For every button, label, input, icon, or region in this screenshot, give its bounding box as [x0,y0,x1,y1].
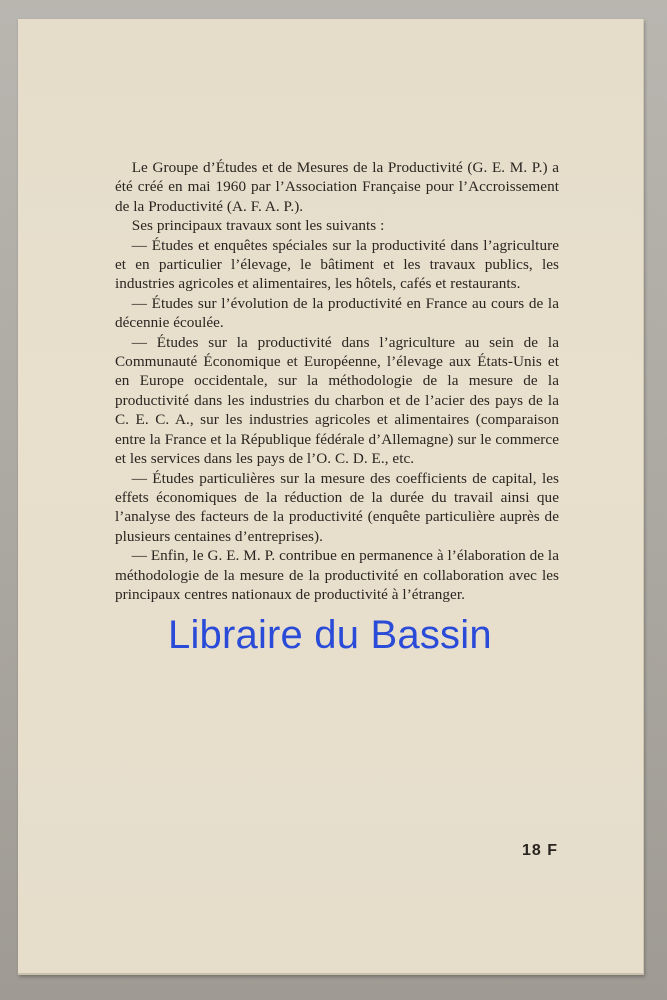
paragraph-studies-france: — Études sur l’évolution de la productivité en France au cours de la décennie écoulée. [115,294,559,332]
paragraph-studies-capital: — Études particulières sur la mesure des coefficients de capital, les effets économiques de la réduction de la durée du travail ainsi que l’analyse des facteurs de la productivité (enquête particulière auprès de plusieurs centaines d’entreprises). [115,469,559,545]
paragraph-works-heading: Ses principaux travaux sont les suivants : [131,217,385,235]
paragraph-intro: Le Groupe d’Études et de Mesures de la Productivité (G. E. M. P.) a été créé en mai 1960 par l’Association Française pour l’Accroissement de la Productivité (A. F. A. P.). [115,159,559,215]
paragraph-methodology: — Enfin, le G. E. M. P. contribue en permanence à l’élaboration de la méthodologie de la mesure de la productivité en collaboration avec les principaux centres nationaux de productivité à l’étranger. [115,547,559,603]
paragraph-studies-europe: — Études sur la productivité dans l’agriculture au sein de la Communauté Économique et Européenne, l’élevage aux États-Unis et en Europe occidentale, sur la méthodologie de la mesure de la productivité dans les industries du charbon et de l’acier des pays de la C. E. C. A., sur les industries agricoles et alimentaires (comparaison entre la France et la République fédérale d’Allemagne) sur le commerce et les services dans les pays de l’O. C. D. E., etc. [115,333,559,468]
paragraph-studies-sectors: — Études et enquêtes spéciales sur la productivité dans l’agriculture et en particulier l’élevage, le bâtiment et les travaux publics, les industries agricoles et alimentaires, les hôtels, cafés et restaurants. [115,236,559,293]
price-label: 18 F [522,842,559,859]
cover-text-block [115,158,559,604]
watermark-text: Libraire du Bassin [168,613,492,657]
